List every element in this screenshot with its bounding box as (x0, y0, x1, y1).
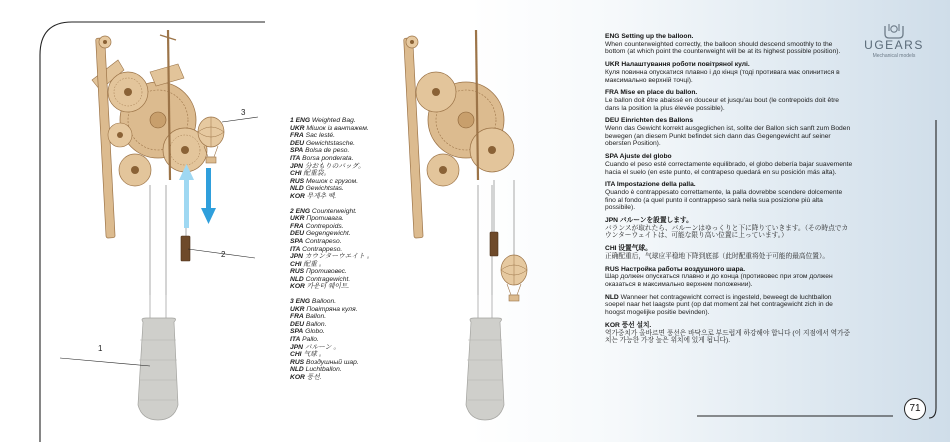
parts-legend (290, 117, 450, 389)
ugears-logo (856, 22, 932, 59)
legend-row: NLD Contragewicht. (290, 275, 351, 283)
logo-name: UGEARS (864, 38, 924, 52)
instruction-deu: DEU Einrichten des Ballons Wenn das Gewicht korrekt ausgeglichen ist, sollte der Ballon sich sanft zum Boden bewegen (an diesem Punkt befindet sich dann das Gegengewicht auf seiner obersten Position). (605, 117, 851, 148)
instruction-nld: NLD Wanneer het contragewicht correct is ingesteld, beweegt de luchtballon soepel naar het laagste punt (op dat moment zal het contragewicht zich in de hoogst mogelijke positie bevinden). (605, 293, 833, 317)
legend-row: UKR Мішок із вантажем. (290, 124, 369, 132)
legend-row: KOR 무게추 백. (290, 192, 337, 200)
legend-row: DEU Ballon. (290, 320, 327, 328)
instruction-ukr: UKR Налаштування роботи повітряної кулі. Куля повинна опускатися плавно і до кінця (тоді противага має опинитися в максимально верхній точці). (605, 61, 840, 84)
page-number: 71 (904, 398, 926, 420)
legend-row: CHI 配重袋。 (290, 170, 331, 178)
legend-row: UKR Противага. (290, 215, 344, 223)
instructions-text (605, 33, 853, 350)
legend-row: ITA Pallo. (290, 336, 319, 344)
legend-row: FRA Sac lesté. (290, 132, 335, 140)
instruction-spa: SPA Ajuste del globo Cuando el peso esté correctamente equilibrado, el globo debería bajar suavemente hacia el suelo (en este punto, el contrapeso quedará en su posición más alta). (605, 153, 853, 176)
legend-row: CHI 配重 。 (290, 260, 326, 268)
legend-row: KOR 풍선. (290, 374, 322, 381)
legend-row: DEU Gegengewicht. (290, 230, 351, 238)
clock-model-left (92, 30, 224, 420)
down-arrow (201, 168, 216, 224)
legend-row: SPA Bolsa de peso. (290, 147, 350, 155)
legend-row: JPN バルーン 。 (290, 343, 341, 351)
callout-number-3: 3 (241, 108, 246, 117)
instruction-fra: FRA Mise en place du ballon. Le ballon doit être abaissé en douceur et jusqu'au bout (le contrepoids doit être dans la position la plus élevée possible). (605, 89, 840, 112)
logo-tagline: Mechanical models (872, 53, 916, 59)
legend-row: SPA Contrapeso. (290, 237, 342, 245)
callout-line-3 (222, 117, 258, 122)
instruction-ita: ITA Impostazione della palla. Quando è contrappesato correttamente, la palla dovrebbe scendere dolcemente fino al fondo (a quel punto il contrappeso sarà nella sua posizione più alta possibile). (605, 181, 843, 212)
legend-row: FRA Ballon. (290, 313, 327, 321)
instruction-kor: KOR 풍선 설치. 역가중치가 올바르면 풍선은 바닥으로 부드럽게 하강해야 합니다 (이 지점에서 역가중치는 가능한 가장 높은 위치에 있게 됩니다). (605, 321, 851, 345)
legend-row: 1 ENG Weighted Bag. (290, 117, 356, 124)
legend-row: RUS Мешок с грузом. (290, 177, 359, 185)
legend-row: KOR 카운터 웨이트. (290, 283, 350, 291)
legend-group-weighted-bag (290, 117, 450, 201)
callout-line-1 (60, 358, 150, 366)
instruction-chi: CHI 设置气球。 正确配重后，气球应平稳地下降到底部（此时配重将处于可能的最高位置）。 (605, 245, 830, 260)
callout-number-1: 1 (98, 344, 103, 353)
instruction-jpn: JPN バルーンを設置します。 バランスが取れたら、バルーンはゆっくりと下に降りていきます。（その時点でカウンターウェイトは、可能な限り高い位置に上っています。） (605, 217, 849, 240)
legend-row: SPA Globo. (290, 328, 325, 336)
callout-number-2: 2 (221, 250, 226, 259)
right-frame-line-curve (929, 120, 936, 418)
legend-row: RUS Воздушный шар. (290, 358, 359, 366)
legend-row: FRA Contrepoids. (290, 222, 344, 230)
instruction-eng: ENG Setting up the balloon. When counterweighted correctly, the balloon should descend smoothly to the bottom (at which point the counterweight will be at its highest possible position). (605, 33, 841, 56)
legend-group-counterweight (290, 208, 450, 292)
up-arrow (179, 164, 194, 228)
legend-row: UKR Повітряна куля. (290, 305, 358, 313)
legend-row: ITA Contrappeso. (290, 245, 343, 253)
legend-row: RUS Противовес. (290, 268, 347, 276)
instruction-rus: RUS Настройка работы воздушного шара. Шар должен опускаться плавно и до конца (противовес при этом должен оказаться в максимально верхнем положении). (605, 265, 833, 288)
legend-row: JPN カウンターウエイト 。 (290, 253, 374, 261)
legend-row: CHI 气球 。 (290, 351, 326, 359)
legend-group-balloon (290, 298, 450, 382)
legend-row: JPN 分おもりのバッグ。 (290, 162, 365, 170)
legend-row: 3 ENG Balloon. (290, 298, 337, 306)
legend-row: 2 ENG Counterweight. (290, 207, 357, 215)
legend-row: NLD Luchtballon. (290, 366, 342, 374)
legend-row: NLD Gewichtstas. (290, 185, 344, 193)
legend-row: DEU Gewichtstasche. (290, 139, 356, 147)
legend-row: ITA Borsa ponderata. (290, 154, 354, 162)
